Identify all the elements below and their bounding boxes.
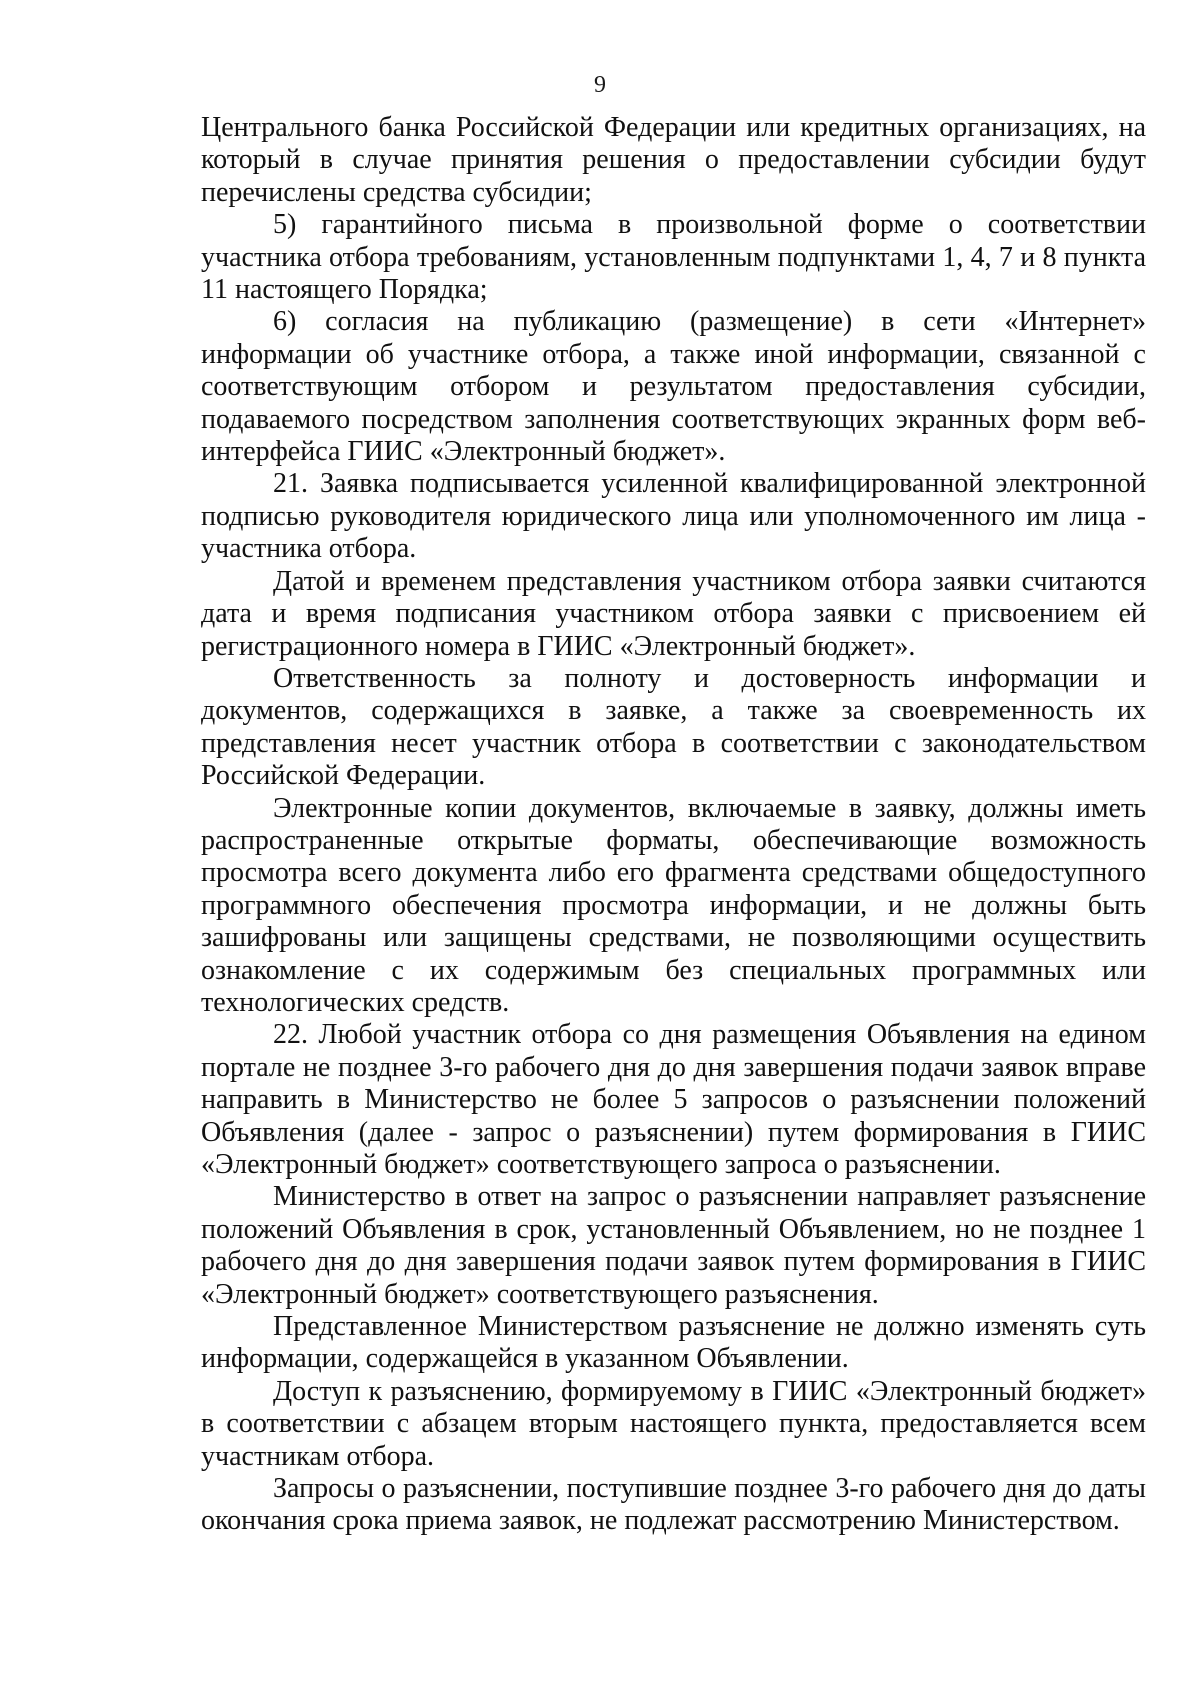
paragraph-section-22-clarification-requests: 22. Любой участник отбора со дня размещения Объявления на едином портале не позднее 3-го рабочего дня до дня завершения подачи заявок вправе направить в Министерство не более 5 запросов о разъяснении положений Объявления (далее - запрос о разъяснении) путем формирования в ГИИС «Электронный бюджет» соответствующего запроса о разъяснении. <box>201 1019 1146 1180</box>
paragraph-item-6-publication-consent: 6) согласия на публикацию (размещение) в сети «Интернет» информации об участнике отбора, а также иной информации, связанной с соответствующим отбором и результатом предоставления субсидии, подаваемого посредством заполнения соответствующих экранных форм веб-интерфейса ГИИС «Электронный бюджет». <box>201 306 1146 468</box>
paragraph-submission-date: Датой и временем представления участником отбора заявки считаются дата и время подписания участником отбора заявки с присвоением ей регистрационного номера в ГИИС «Электронный бюджет». <box>201 565 1146 662</box>
page-number: 9 <box>594 72 606 98</box>
paragraph-electronic-copies: Электронные копии документов, включаемые в заявку, должны иметь распространенные открытые форматы, обеспечивающие возможность просмотра всего документа либо его фрагмента средствами общедоступного программного обеспечения просмотра информации, и не должны быть зашифрованы или защищены средствами, не позволяющими осуществить ознакомление с их содержимым без специальных программных или технологических средств. <box>201 792 1146 1018</box>
paragraph-item-5-guarantee-letter: 5) гарантийного письма в произвольной форме о соответствии участника отбора требованиям, установленным подпунктами 1, 4, 7 и 8 пункта 11 настоящего Порядка; <box>201 209 1146 306</box>
paragraph-continuation: Центрального банка Российской Федерации или кредитных организациях, на который в случае принятия решения о предоставлении субсидии будут перечислены средства субсидии; <box>201 112 1146 208</box>
paragraph-responsibility: Ответственность за полноту и достоверность информации и документов, содержащихся в заявке, а также за своевременность их представления несет участник отбора в соответствии с законодательством Российской Федерации. <box>201 662 1146 792</box>
document-body <box>201 112 1146 1538</box>
paragraph-section-21-signature: 21. Заявка подписывается усиленной квалифицированной электронной подписью руководителя юридического лица или уполномоченного им лица - участника отбора. <box>201 468 1146 565</box>
paragraph-clarification-scope: Представленное Министерством разъяснение не должно изменять суть информации, содержащейся в указанном Объявлении. <box>201 1311 1146 1375</box>
paragraph-ministry-response: Министерство в ответ на запрос о разъяснении направляет разъяснение положений Объявления в срок, установленный Объявлением, но не позднее 1 рабочего дня до дня завершения подачи заявок путем формирования в ГИИС «Электронный бюджет» соответствующего разъяснения. <box>201 1181 1146 1310</box>
paragraph-late-requests: Запросы о разъяснении, поступившие позднее 3-го рабочего дня до даты окончания срока приема заявок, не подлежат рассмотрению Министерством. <box>201 1473 1146 1537</box>
paragraph-clarification-access: Доступ к разъяснению, формируемому в ГИИС «Электронный бюджет» в соответствии с абзацем вторым настоящего пункта, предоставляется всем участникам отбора. <box>201 1375 1146 1472</box>
